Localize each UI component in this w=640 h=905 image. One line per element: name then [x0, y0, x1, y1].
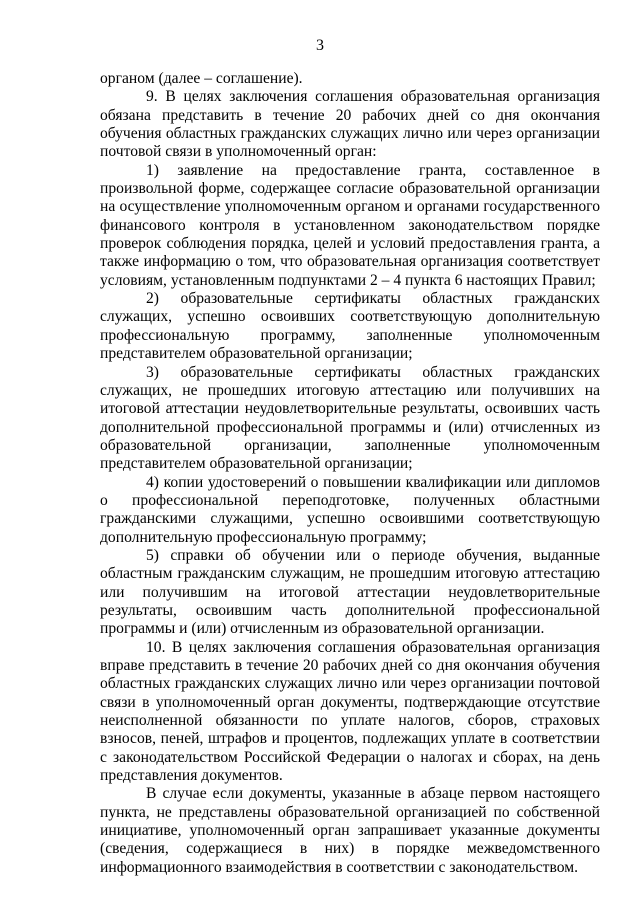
paragraph-item-3: 3) образовательные сертификаты областных гражданских служащих, не прошедших итоговую аттестацию или получивших на итоговой аттестации неудовлетворительные результаты, освоивших часть дополнительной профессиональной программы и (или) отчисленных из образовательной организации, заполненные уполномоченным представителем образовательной организации;	[100, 363, 600, 473]
paragraph-item-1: 1) заявление на предоставление гранта, составленное в произвольной форме, содержащее согласие образовательной организации на осуществление уполномоченным органом и органами государственного финансового контроля в установленном законодательством порядке проверок соблюдения порядка, целей и условий предоставления гранта, а также информацию о том, что образовательная организация соответствует условиям, установленным подпунктами 2 – 4 пункта 6 настоящих Правил;	[100, 161, 600, 289]
paragraph-item-5: 5) справки об обучении или о периоде обучения, выданные областным гражданским служащим, не прошедшим итоговую аттестацию или получившим на итоговой аттестации неудовлетворительные результаты, освоившим часть дополнительной профессиональной программы и (или) отчисленным из образовательной организации.	[100, 546, 600, 638]
paragraph-clause-9: 9. В целях заключения соглашения образовательная организация обязана представить в течение 20 рабочих дней со дня окончания обучения областных гражданских служащих лично или через организации почтовой связи в уполномоченный орган:	[100, 88, 600, 161]
page-number: 3	[316, 37, 324, 54]
paragraph-continuation: органом (далее – соглашение).	[100, 70, 303, 87]
paragraph-item-4: 4) копии удостоверений о повышении квалификации или дипломов о профессиональной переподготовке, полученных областными гражданскими служащими, успешно освоившими соответствующую дополнительную профессиональную программу;	[100, 473, 600, 546]
paragraph-clause-10-note: В случае если документы, указанные в абзаце первом настоящего пункта, не представлены образовательной организацией по собственной инициативе, уполномоченный орган запрашивает указанные документы (сведения, содержащиеся в них) в порядке межведомственного информационного взаимодействия в соответствии с законодательством.	[100, 785, 600, 876]
document-body	[100, 70, 600, 877]
paragraph-clause-10: 10. В целях заключения соглашения образовательная организация вправе представить в течение 20 рабочих дней со дня окончания обучения областных гражданских служащих лично или через организации почтовой связи в уполномоченный орган документы, подтверждающие отсутствие неисполненной обязанности по уплате налогов, сборов, страховых взносов, пеней, штрафов и процентов, подлежащих уплате в соответствии с законодательством Российской Федерации о налогах и сборах, на день представления документов.	[100, 638, 600, 785]
paragraph-item-2: 2) образовательные сертификаты областных гражданских служащих, успешно освоивших соответствующую дополнительную профессиональную программу, заполненные уполномоченным представителем образовательной организации;	[100, 290, 600, 363]
